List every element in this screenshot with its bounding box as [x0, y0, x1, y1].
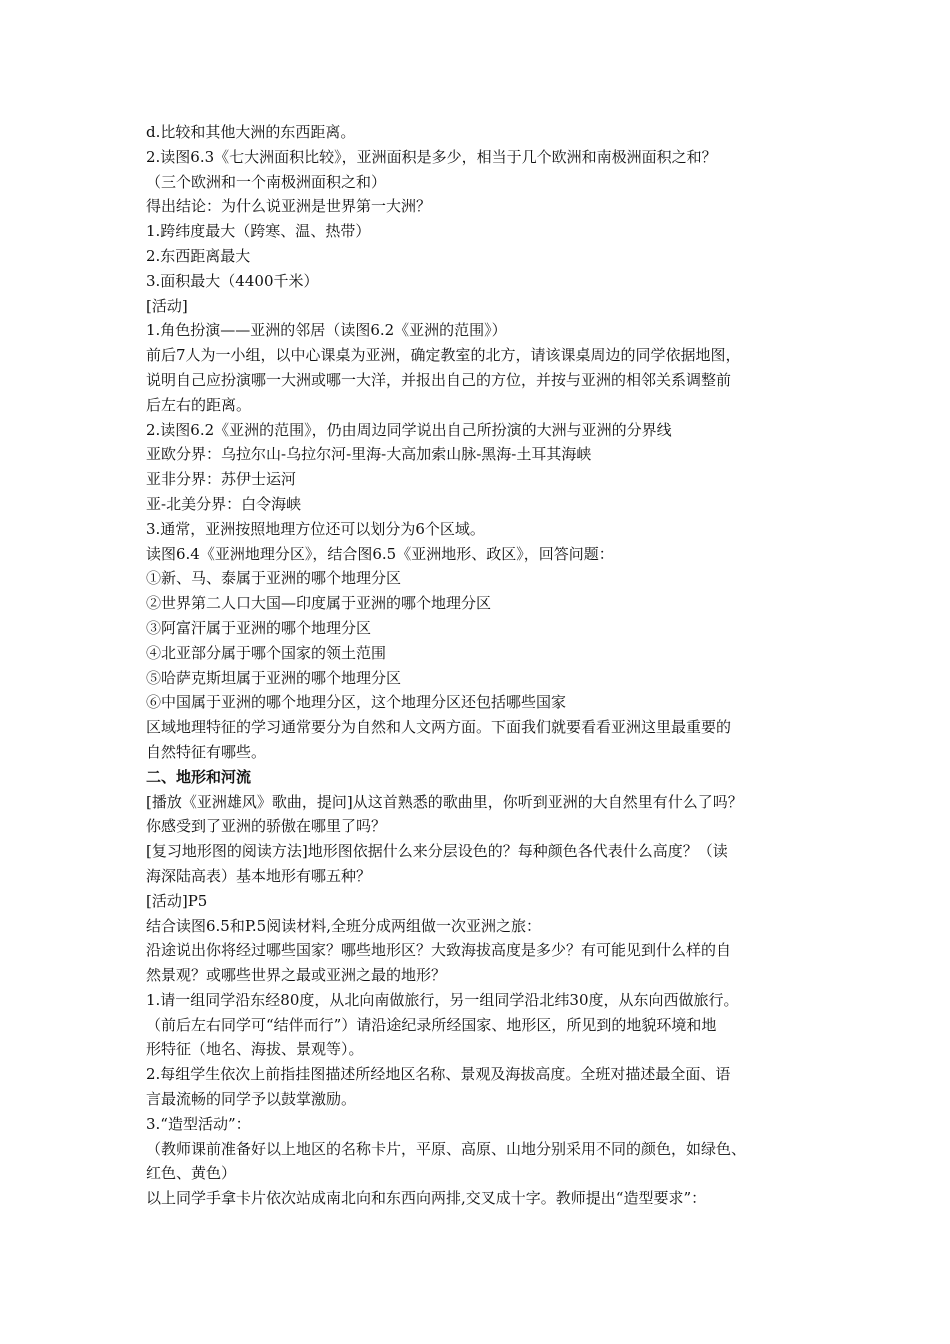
- text-line: 3.“造型活动”：: [146, 1114, 251, 1133]
- text-line: 后左右的距离。: [146, 395, 252, 414]
- text-line: 亚欧分界：乌拉尔山-乌拉尔河-里海-大高加索山脉-黑海-土耳其海峡: [146, 445, 592, 464]
- text-line: 形特征（地名、海拔、景观等）。: [146, 1040, 364, 1059]
- text-line: （教师课前准备好以上地区的名称卡片，平原、高原、山地分别采用不同的颜色，如绿色、: [146, 1139, 747, 1158]
- text-line: 读图6.4《亚洲地理分区》，结合图6.5《亚洲地形、政区》，回答问题：: [146, 544, 614, 563]
- text-line: 1.跨纬度最大（跨寒、温、热带）: [146, 222, 371, 241]
- text-line: 亚-北美分界：白令海峡: [146, 494, 302, 513]
- text-line: [播放《亚洲雄风》歌曲，提问]从这首熟悉的歌曲里，你听到亚洲的大自然里有什么了吗？: [146, 792, 743, 811]
- text-line: 3.面积最大（4400千米）: [146, 271, 319, 290]
- text-line: 2.每组学生依次上前指挂图描述所经地区名称、景观及海拔高度。全班对描述最全面、语: [146, 1065, 731, 1084]
- text-line: ⑥中国属于亚洲的哪个地理分区，这个地理分区还包括哪些国家: [146, 693, 567, 712]
- section-heading: 二、地形和河流: [146, 767, 252, 786]
- text-line: 你感受到了亚洲的骄傲在哪里了吗？: [146, 817, 387, 836]
- text-line: 结合读图6.5和P.5阅读材料,全班分成两组做一次亚洲之旅：: [146, 916, 541, 935]
- text-line: （前后左右同学可“结伴而行”）请沿途纪录所经国家、地形区，所见到的地貌环境和地: [146, 1015, 717, 1034]
- text-line: 2.读图6.3《七大洲面积比较》，亚洲面积是多少，相当于几个欧洲和南极洲面积之和？: [146, 147, 717, 166]
- text-line: 红色、黄色）: [146, 1164, 237, 1183]
- text-line: 然景观？或哪些世界之最或亚洲之最的地形？: [146, 966, 447, 985]
- text-line: 1.角色扮演——亚洲的邻居（读图6.2《亚洲的范围》）: [146, 321, 507, 340]
- text-line: [活动]: [146, 296, 188, 315]
- text-line: ④北亚部分属于哪个国家的领土范围: [146, 643, 387, 662]
- text-line: d.比较和其他大洲的东西距离。: [146, 123, 356, 141]
- text-line: 3.通常，亚洲按照地理方位还可以划分为6个区域。: [146, 519, 485, 538]
- text-line: 亚非分界：苏伊士运河: [146, 470, 297, 489]
- text-line: 自然特征有哪些。: [146, 742, 267, 761]
- text-line: 1.请一组同学沿东经80度，从北向南做旅行，另一组同学沿北纬30度，从东向西做旅行。: [146, 990, 739, 1009]
- text-line: 沿途说出你将经过哪些国家？哪些地形区？大致海拔高度是多少？有可能见到什么样的自: [146, 941, 732, 960]
- text-line: [活动]P5: [146, 891, 208, 910]
- text-line: （三个欧洲和一个南极洲面积之和）: [146, 172, 387, 191]
- text-line: 2.读图6.2《亚洲的范围》，仍由周边同学说出自己所扮演的大洲与亚洲的分界线: [146, 420, 672, 439]
- text-line: 说明自己应扮演哪一大洲或哪一大洋，并报出自己的方位，并按与亚洲的相邻关系调整前: [146, 370, 732, 389]
- text-line: [复习地形图的阅读方法]地形图依据什么来分层设色的？每种颜色各代表什么高度？（读: [146, 842, 728, 861]
- text-line: 海深陆高表）基本地形有哪五种？: [146, 866, 372, 885]
- text-line: ⑤哈萨克斯坦属于亚洲的哪个地理分区: [146, 668, 402, 687]
- text-line: ③阿富汗属于亚洲的哪个地理分区: [146, 618, 372, 637]
- document-page: [146, 120, 816, 1211]
- text-line: ②世界第二人口大国—印度属于亚洲的哪个地理分区: [146, 594, 492, 613]
- text-line: 言最流畅的同学予以鼓掌激励。: [146, 1090, 357, 1109]
- text-line: 2.东西距离最大: [146, 246, 251, 265]
- text-line: 区域地理特征的学习通常要分为自然和人文两方面。下面我们就要看看亚洲这里最重要的: [146, 718, 732, 737]
- text-line: 前后7人为一小组，以中心课桌为亚洲，确定教室的北方，请该课桌周边的同学依据地图，: [146, 346, 741, 365]
- text-line: 以上同学手拿卡片依次站成南北向和东西向两排,交叉成十字。教师提出“造型要求”：: [146, 1189, 707, 1208]
- text-line: 得出结论：为什么说亚洲是世界第一大洲？: [146, 197, 432, 216]
- text-line: ①新、马、泰属于亚洲的哪个地理分区: [146, 569, 402, 588]
